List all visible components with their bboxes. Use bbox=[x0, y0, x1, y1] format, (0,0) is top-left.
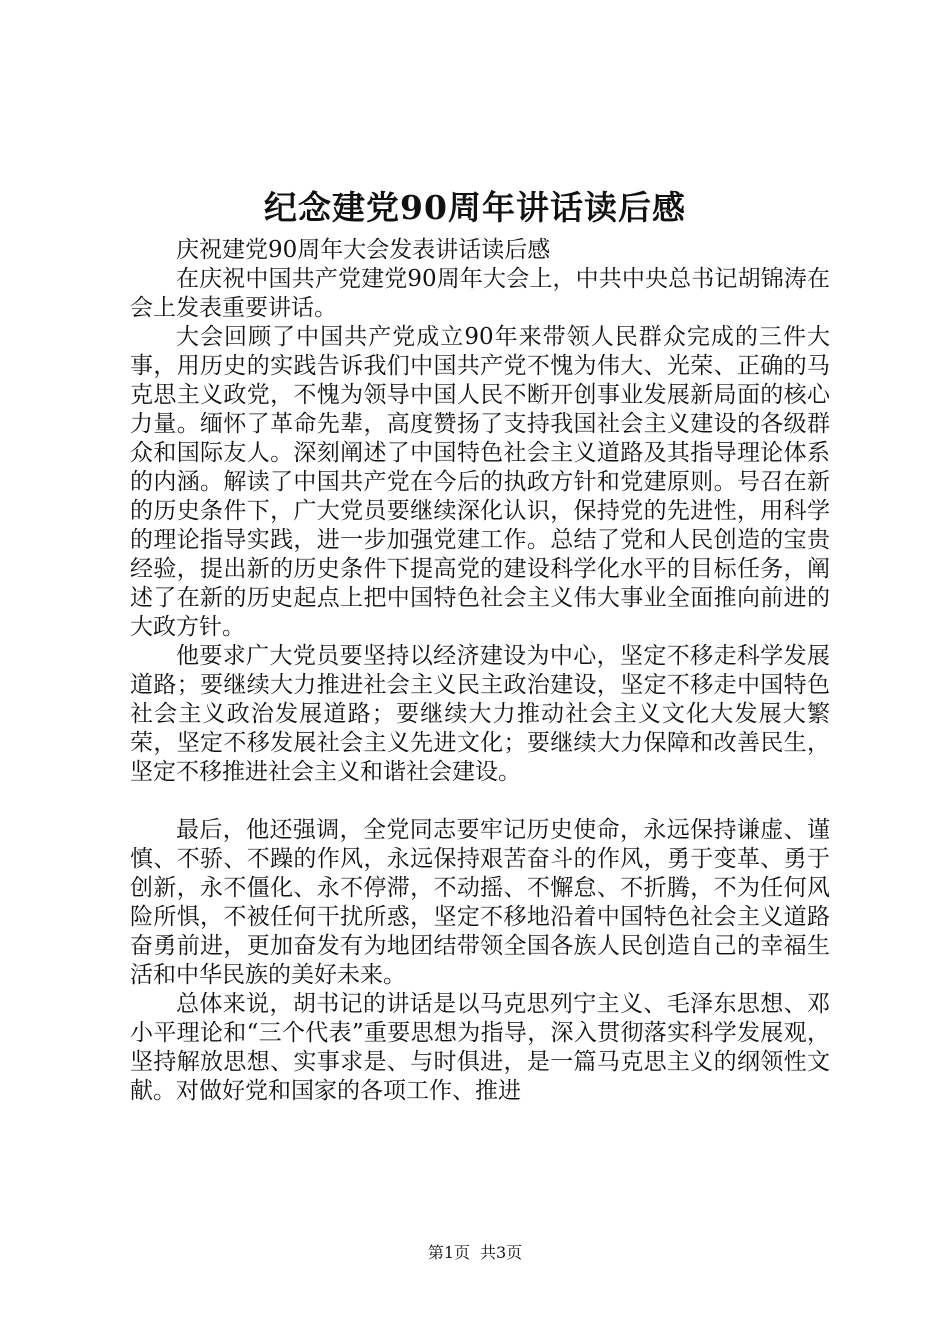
page-total: 共3页 bbox=[480, 1243, 523, 1262]
paragraph-emphasis: 最后，他还强调，全党同志要牢记历史使命，永远保持谦虚、谨慎、不骄、不躁的作风，永远保持艰苦奋斗的作风，勇于变革、勇于创新，永不僵化、永不停滞，不动摇、不懈怠、不折腾，不为任何风险所惧，不被任何干扰所惑，坚定不移地沿着中国特色社会主义道路奋勇前进，更加奋发有为地团结带领全国各族人民创造自己的幸福生活和中华民族的美好未来。 bbox=[130, 817, 830, 988]
document-body bbox=[130, 236, 830, 1106]
paragraph-summary: 总体来说，胡书记的讲话是以马克思列宁主义、毛泽东思想、邓小平理论和“三个代表”重要思想为指导，深入贯彻落实科学发展观，坚持解放思想、实事求是、与时俱进，是一篇马克思主义的纲领性文献。对做好党和国家的各项工作、推进 bbox=[130, 991, 830, 1104]
document-title: 纪念建党90周年讲话读后感 bbox=[264, 188, 686, 227]
paragraph-intro: 在庆祝中国共产党建党90周年大会上，中共中央总书记胡锦涛在会上发表重要讲话。 bbox=[130, 266, 830, 321]
page-footer bbox=[0, 1242, 950, 1264]
paragraph-subtitle: 庆祝建党90周年大会发表讲话读后感 bbox=[176, 237, 551, 263]
paragraph-review: 大会回顾了中国共产党成立90年来带领人民群众完成的三件大事，用历史的实践告诉我们中国共产党不愧为伟大、光荣、正确的马克思主义政党，不愧为领导中国人民不断开创事业发展新局面的核心力量。缅怀了革命先辈，高度赞扬了支持我国社会主义建设的各级群众和国际友人。深刻阐述了中国特色社会主义道路及其指导理论体系的内涵。解读了中国共产党在今后的执政方针和党建原则。号召在新的历史条件下，广大党员要继续深化认识，保持党的先进性，用科学的理论指导实践，进一步加强党建工作。总结了党和人民创造的宝贵经验，提出新的历史条件下提高党的建设科学化水平的目标任务，阐述了在新的历史起点上把中国特色社会主义伟大事业全面推向前进的大政方针。 bbox=[130, 324, 830, 640]
paragraph-requirements: 他要求广大党员要坚持以经济建设为中心，坚定不移走科学发展道路；要继续大力推进社会主义民主政治建设，坚定不移走中国特色社会主义政治发展道路；要继续大力推动社会主义文化大发展大繁荣，坚定不移发展社会主义先进文化；要继续大力保障和改善民生，坚定不移推进社会主义和谐社会建设。 bbox=[130, 643, 830, 785]
page-number: 第1页 bbox=[427, 1243, 470, 1262]
